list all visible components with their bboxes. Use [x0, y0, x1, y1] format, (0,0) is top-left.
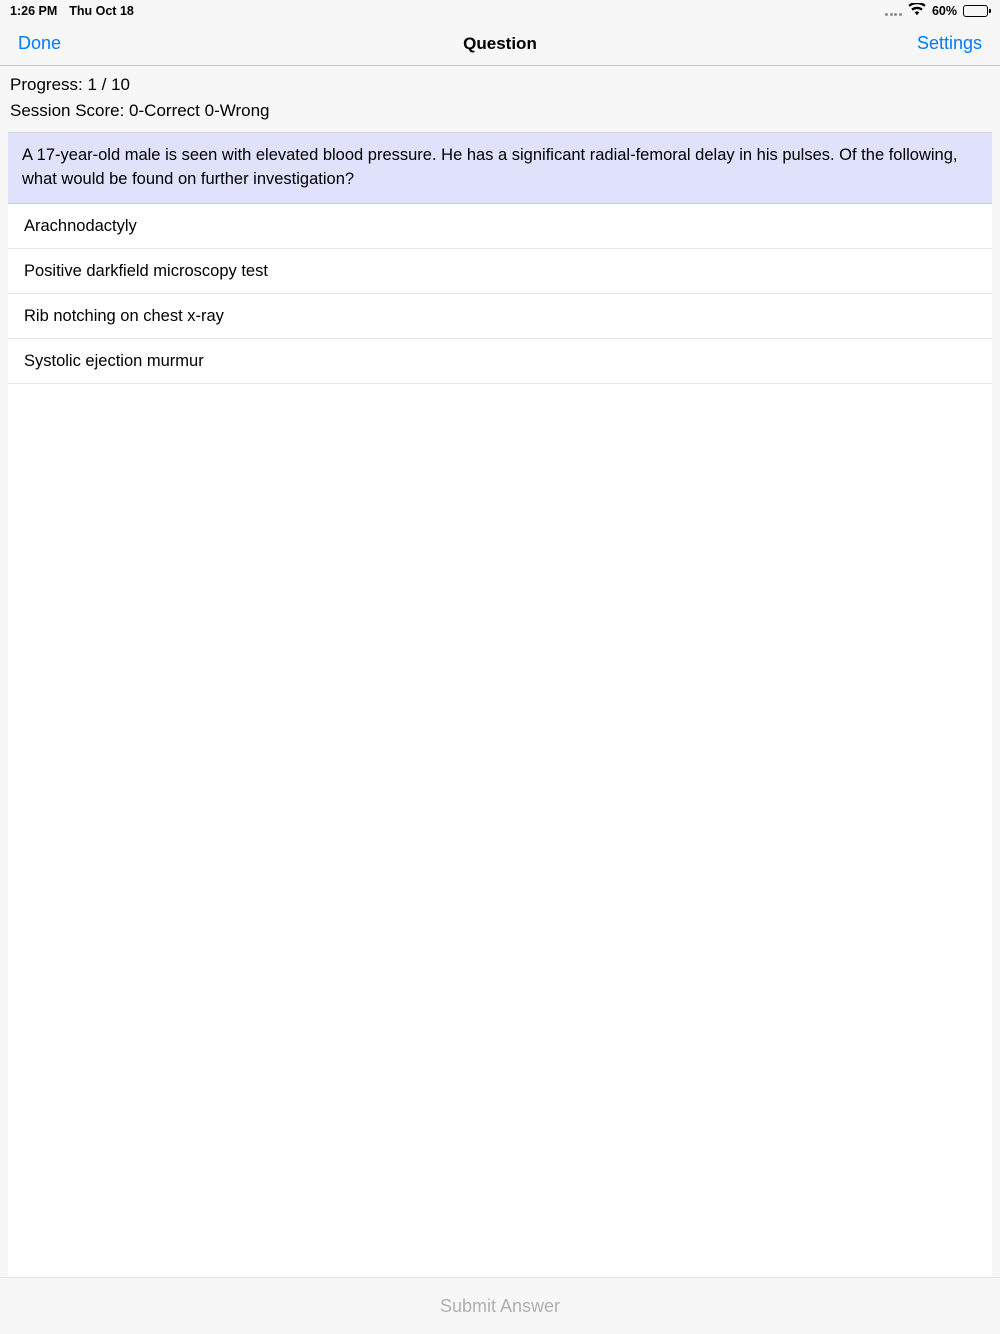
options-empty-area	[8, 384, 992, 1277]
status-date: Thu Oct 18	[69, 4, 134, 18]
question-text: A 17-year-old male is seen with elevated blood pressure. He has a significant radial-femoral delay in his pulses. Of the following, what would be found on further investigation?	[8, 133, 992, 204]
session-score-label: Session Score: 0-Correct 0-Wrong	[10, 101, 270, 120]
signal-dots-icon	[885, 7, 902, 16]
navigation-bar	[0, 22, 1000, 66]
battery-percent-label: 60%	[931, 4, 957, 18]
answer-option-1[interactable]: Arachnodactyly	[8, 204, 992, 249]
submit-answer-button[interactable]: Submit Answer	[434, 1295, 566, 1318]
wifi-icon	[908, 3, 926, 19]
battery-icon	[963, 5, 988, 17]
status-bar-right	[885, 3, 988, 19]
answer-option-3[interactable]: Rib notching on chest x-ray	[8, 294, 992, 339]
answer-option-4[interactable]: Systolic ejection murmur	[8, 339, 992, 384]
status-bar	[0, 0, 1000, 22]
settings-button[interactable]: Settings	[916, 33, 982, 53]
progress-label: Progress: 1 / 10	[10, 75, 131, 94]
progress-block	[0, 66, 1000, 132]
footer-bar	[0, 1277, 1000, 1334]
question-content	[8, 132, 992, 1277]
page-title: Question	[463, 33, 537, 53]
answer-option-2[interactable]: Positive darkfield microscopy test	[8, 249, 992, 294]
status-bar-left	[10, 4, 134, 18]
done-button[interactable]: Done	[18, 33, 62, 53]
status-time: 1:26 PM	[10, 4, 58, 18]
